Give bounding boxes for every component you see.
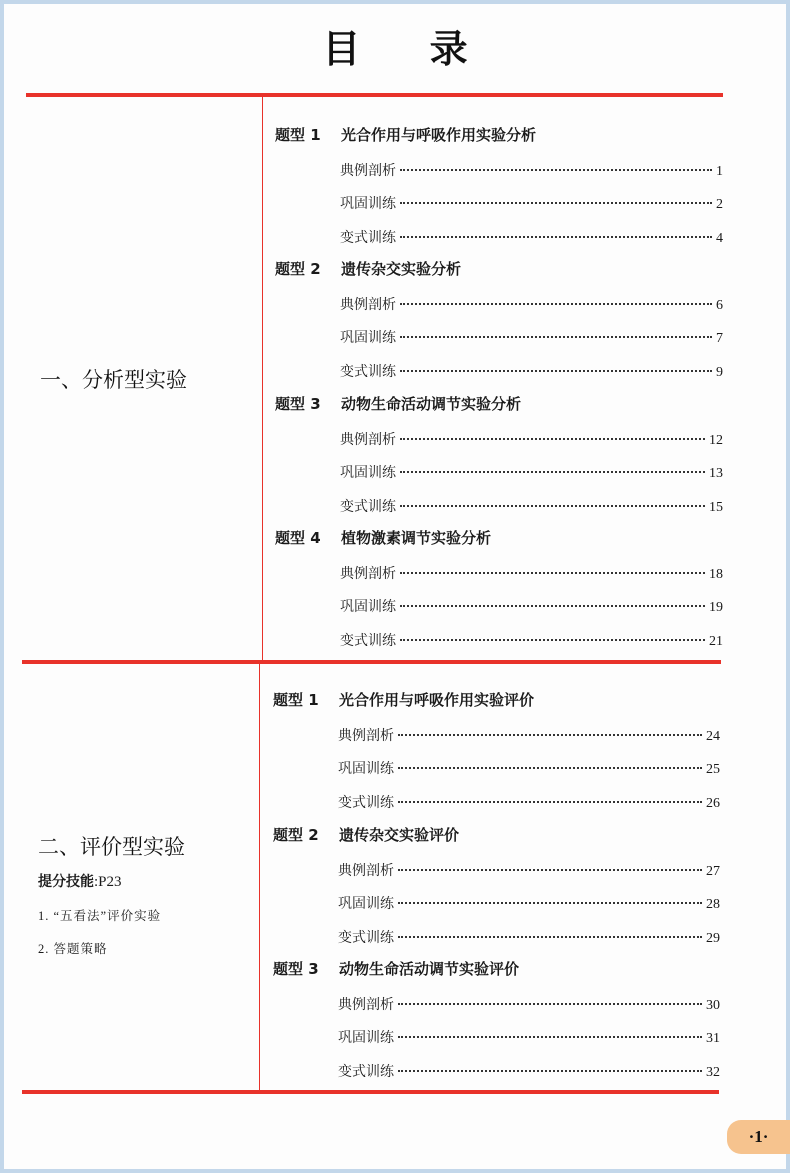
toc-entry-label: 巩固训练	[338, 1030, 394, 1046]
toc-entry-label: 变式训练	[338, 794, 394, 811]
toc-entry[interactable]	[338, 758, 720, 778]
toc-entry-label: 典例剖析	[340, 565, 396, 582]
toc-entry-label: 典例剖析	[340, 431, 396, 448]
toc-entry[interactable]	[340, 596, 723, 616]
toc-entry[interactable]	[338, 1027, 720, 1047]
toc-entry-label: 变式训练	[340, 632, 396, 649]
dot-leader	[398, 902, 702, 904]
toc-entry-page: 30	[706, 997, 720, 1013]
toc-entry[interactable]	[338, 893, 720, 913]
toc-entry[interactable]	[340, 462, 723, 482]
dot-leader	[400, 505, 705, 507]
toc-entry-page: 1	[716, 163, 723, 179]
toc-entry-label: 典例剖析	[338, 996, 394, 1013]
dot-leader	[400, 336, 712, 338]
dot-leader	[400, 471, 705, 473]
dot-leader	[400, 236, 712, 238]
dot-leader	[400, 303, 712, 305]
toc-entry-label: 巩固训练	[340, 599, 396, 615]
toc-entry-page: 32	[706, 1064, 720, 1080]
toc-entry-label: 变式训练	[340, 498, 396, 515]
question-type-label: 题型 3	[275, 395, 321, 413]
toc-entry-page: 21	[709, 633, 723, 649]
question-type-title: 植物激素调节实验分析	[341, 529, 492, 547]
toc-entry-page: 7	[716, 331, 723, 346]
toc-entry[interactable]	[338, 927, 720, 947]
toc-entry-label: 典例剖析	[340, 162, 396, 179]
toc-entry-label: 典例剖析	[340, 296, 396, 313]
toc-entry-page: 9	[716, 364, 723, 380]
question-type-title: 遗传杂交实验分析	[341, 260, 462, 278]
toc-entry-page: 25	[706, 762, 720, 777]
toc-entry-label: 巩固训练	[340, 330, 396, 346]
toc-entry[interactable]	[340, 563, 723, 583]
toc-entry-label: 巩固训练	[340, 465, 396, 481]
toc-entry[interactable]	[338, 1061, 720, 1081]
skills-line	[38, 871, 122, 891]
section-heading-analysis: 一、分析型实验	[40, 368, 187, 392]
question-type-label: 题型 1	[275, 126, 321, 144]
toc-entry-page: 31	[706, 1031, 720, 1046]
question-type-title: 动物生命活动调节实验评价	[339, 960, 520, 978]
question-type-heading	[273, 824, 459, 845]
question-type-title: 遗传杂交实验评价	[339, 826, 460, 844]
dot-leader	[398, 1070, 702, 1072]
toc-entry-label: 变式训练	[340, 363, 396, 380]
skill-item: 1. “五看法”评价实验	[38, 909, 162, 923]
toc-entry-page: 13	[709, 466, 723, 481]
dot-leader	[400, 639, 705, 641]
dot-leader	[398, 936, 702, 938]
toc-entry-label: 变式训练	[338, 929, 394, 946]
toc-entry[interactable]	[338, 792, 720, 812]
middle-divider	[22, 660, 721, 664]
toc-entry[interactable]	[340, 193, 723, 213]
question-type-label: 题型 2	[275, 260, 321, 278]
page-number-badge: ·1·	[727, 1120, 790, 1154]
toc-entry-page: 29	[706, 930, 720, 946]
toc-entry-page: 15	[709, 499, 723, 515]
toc-entry-label: 巩固训练	[338, 761, 394, 777]
bottom-divider	[22, 1090, 719, 1094]
dot-leader	[400, 370, 712, 372]
question-type-label: 题型 3	[273, 960, 319, 978]
top-divider	[26, 93, 723, 97]
question-type-heading	[275, 393, 521, 414]
toc-entry[interactable]	[340, 630, 723, 650]
toc-entry-page: 2	[716, 197, 723, 212]
toc-entry-label: 变式训练	[338, 1063, 394, 1080]
toc-entry[interactable]	[338, 860, 720, 880]
question-type-label: 题型 1	[273, 691, 319, 709]
dot-leader	[398, 1003, 702, 1005]
dot-leader	[400, 202, 712, 204]
toc-entry-page: 24	[706, 728, 720, 744]
toc-entry-page: 27	[706, 863, 720, 879]
question-type-title: 动物生命活动调节实验分析	[341, 395, 522, 413]
dot-leader	[400, 169, 712, 171]
dot-leader	[398, 1036, 702, 1038]
toc-entry-page: 6	[716, 297, 723, 313]
column-divider-2	[259, 664, 260, 1091]
question-type-title: 光合作用与呼吸作用实验评价	[339, 691, 535, 709]
toc-entry-page: 12	[709, 432, 723, 448]
question-type-label: 题型 4	[275, 529, 321, 547]
question-type-heading	[275, 527, 491, 548]
toc-entry-label: 典例剖析	[338, 727, 394, 744]
toc-entry-label: 巩固训练	[340, 196, 396, 212]
question-type-label: 题型 2	[273, 826, 319, 844]
toc-entry-label: 典例剖析	[338, 862, 394, 879]
question-type-heading	[275, 124, 536, 145]
dot-leader	[398, 801, 702, 803]
toc-entry-page: 19	[709, 600, 723, 615]
toc-entry-page: 28	[706, 897, 720, 912]
toc-entry[interactable]	[340, 294, 723, 314]
page-title: 目 录	[322, 27, 496, 71]
toc-entry[interactable]	[338, 725, 720, 745]
question-type-heading	[273, 958, 519, 979]
dot-leader	[400, 605, 705, 607]
skill-item: 2. 答题策略	[38, 942, 108, 956]
toc-entry[interactable]	[340, 361, 723, 381]
toc-entry[interactable]	[340, 227, 723, 247]
toc-entry[interactable]	[338, 994, 720, 1014]
toc-entry[interactable]	[340, 160, 723, 180]
dot-leader	[398, 734, 702, 736]
toc-entry-label: 巩固训练	[338, 896, 394, 912]
dot-leader	[398, 869, 702, 871]
toc-entry-page: 4	[716, 230, 723, 246]
question-type-heading	[275, 258, 461, 279]
skills-page: :P23	[94, 874, 122, 890]
toc-entry[interactable]	[340, 327, 723, 347]
question-type-heading	[273, 689, 534, 710]
question-type-title: 光合作用与呼吸作用实验分析	[341, 126, 537, 144]
section-heading-evaluation: 二、评价型实验	[38, 835, 185, 859]
toc-entry[interactable]	[340, 429, 723, 449]
skills-label: 提分技能	[38, 874, 94, 890]
toc-entry[interactable]	[340, 496, 723, 516]
toc-entry-label: 变式训练	[340, 229, 396, 246]
toc-entry-page: 18	[709, 566, 723, 582]
dot-leader	[400, 572, 705, 574]
dot-leader	[398, 767, 702, 769]
dot-leader	[400, 438, 705, 440]
toc-entry-page: 26	[706, 795, 720, 811]
column-divider-1	[262, 97, 263, 662]
